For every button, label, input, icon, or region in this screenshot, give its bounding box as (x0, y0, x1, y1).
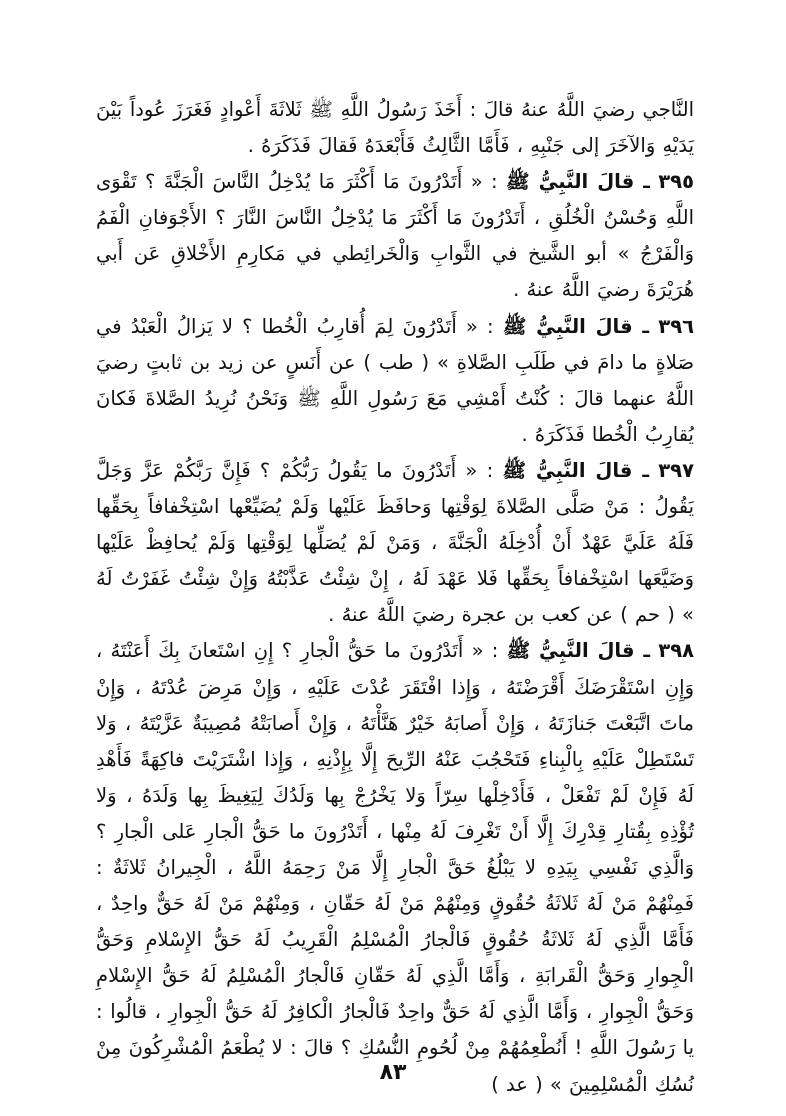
hadith-text: : « أَتَدْرُونَ ما حَقُّ الْجارِ ؟ إِنِ اسْتَعانَ بِكَ أَعَنْتَهُ ، وَإِنِ اسْتَقْرَضَكَ أَقْرَضْتَهُ ، وَإِذا افْتَقَرَ عُدْتَ عَلَيْهِ ، وَإِنْ مَرِضَ عُدْتَهُ ، وَإِنْ ماتَ اتَّبَعْتَ جَنازَتَهُ ، وَإِنْ أَصابَهُ خَيْرٌ هَنَّأْتَهُ ، وَإِنْ أَصابَتْهُ مُصِيبَةٌ عَزَّيْتَهُ ، وَلا تَسْتَطِلْ عَلَيْهِ بِالْبِناءِ فَتَحْجُبَ عَنْهُ الرِّيحَ إِلَّا بِإِذْنِهِ ، وَإِذا اشْتَرَيْتَ فاكِهَةً فَأَهْدِ لَهُ فَإِنْ لَمْ تَفْعَلْ ، فَأَدْخِلْها سِرّاً وَلا يَخْرُجْ بِها وَلَدُكَ لِيَغِيظَ بِها وَلَدَهُ ، وَلا تُؤْذِهِ بِقُتارِ قِدْرِكَ إِلَّا أَنْ تَغْرِفَ لَهُ مِنْها ، أَتَدْرُونَ ما حَقُّ الْجارِ عَلى الْجارِ ؟ وَالَّذِي نَفْسِي بِيَدِهِ لا يَبْلُغُ حَقَّ الْجارِ إِلَّا مَنْ رَحِمَهُ اللَّهُ ، الْجِيرانُ ثَلاثَةٌ : فَمِنْهُمْ مَنْ لَهُ ثَلاثَةُ حُقُوقٍ وَمِنْهُمْ مَنْ لَهُ حَقّانِ ، وَمِنْهُمْ مَنْ لَهُ حَقٌّ واحِدٌ ، فَأَمَّا الَّذِي لَهُ ثَلاثَةُ حُقُوقٍ فَالْجارُ الْمُسْلِمُ الْقَرِيبُ لَهُ حَقُّ الإِسْلامِ وَحَقُّ الْجِوارِ وَحَقُّ الْقَرابَةِ ، وَأَمَّا الَّذِي لَهُ حَقّانِ فَالْجارُ الْمُسْلِمُ لَهُ حَقُّ الإِسْلامِ وَحَقُّ الْجِوارِ ، وَأَمَّا الَّذِي لَهُ حَقٌّ واحِدٌ فَالْجارُ الْكافِرُ لَهُ حَقُّ الْجِوارِ ، قالُوا : يا رَسُولَ اللَّهِ ! أَنُطْعِمُهُمْ مِنْ لُحُومِ النُّسُكِ ؟ قالَ : لا يُطْعَمُ الْمُشْرِكُونَ مِنْ نُسُكِ الْمُسْلِمِينَ » ( عد ) (96, 639, 694, 1096)
hadith-number: ٣٩٥ (658, 170, 694, 194)
hadith-396 (96, 309, 694, 453)
hadith-heading: ـ قالَ النَّبِيُّ ﷺ (506, 639, 651, 663)
hadith-heading: ـ قالَ النَّبِيُّ ﷺ (506, 170, 650, 194)
hadith-395 (96, 164, 694, 308)
hadith-text: : « أَتَدْرُونَ لِمَ أُقارِبُ الْخُطا ؟ لا يَزالُ الْعَبْدُ في صَلاةٍ ما دامَ في طَلَبِ الصَّلاةِ » ( طب ) عن أَنَسٍ عن زيد بن ثابتٍ رضيَ اللَّهُ عنهما قالَ : كُنْتُ أَمْشِي مَعَ رَسُولِ اللَّهِ ﷺ وَنَحْنُ نُرِيدُ الصَّلاةَ فَكانَ يُقارِبُ الْخُطا فَذَكَرَهُ . (96, 314, 694, 446)
paragraph-intro (96, 92, 694, 164)
hadith-398 (96, 633, 694, 1102)
hadith-number: ٣٩٨ (658, 639, 695, 663)
hadith-text: : « أَتَدْرُونَ ما يَقُولُ رَبُّكُمْ ؟ فَإِنَّ رَبَّكُمْ عَزَّ وَجَلَّ يَقُولُ : مَنْ صَلَّى الصَّلاةَ لِوَقْتِها وَحافَظَ عَلَيْها وَلَمْ يُضَيِّعْها اسْتِخْفافاً بِحَقِّها فَلَهُ عَلَيَّ عَهْدٌ أَنْ أُدْخِلَهُ الْجَنَّةَ ، وَمَنْ لَمْ يُصَلِّها لِوَقْتِها وَلَمْ يُحافِظْ عَلَيْها وَضَيَّعَها اسْتِخْفافاً بِحَقِّها فَلا عَهْدَ لَهُ ، إِنْ شِئْتُ عَذَّبْتُهُ وَإِنْ شِئْتُ غَفَرْتُ لَهُ » ( حم ) عن كعب بن عجرة رضيَ اللَّهُ عنهُ . (96, 458, 694, 627)
hadith-heading: ـ قالَ النَّبِيُّ ﷺ (502, 458, 649, 482)
paragraph-text: النَّاجي رضيَ اللَّهُ عنهُ قالَ : أَخَذَ رَسُولُ اللَّهِ ﷺ ثَلاثَةَ أَعْوادٍ فَغَرَزَ عُوداً بَيْنَ يَدَيْهِ وَالآخَرَ إلى جَنْبِهِ ، فَأَمَّا الثَّالِثُ فَأَبْعَدَهُ فَقالَ فَذَكَرَهُ . (96, 98, 694, 158)
hadith-text: : « أَتَدْرُونَ مَا أَكْثَرَ مَا يُدْخِلُ النَّاسَ الْجَنَّةَ ؟ تَقْوَى اللَّهِ وَحُسْنُ الْخُلُقِ ، أَتَدْرُونَ مَا أَكْثَرَ مَا يُدْخِلُ النَّاسَ النَّارَ ؟ الأَجْوَفانِ الْفَمُ وَالْفَرْجُ » أبو الشَّيخ في الثَّوابِ وَالْخَرائِطي في مَكارِمِ الأَخْلاقِ عَن أَبي هُرَيْرَةَ رضيَ اللَّهُ عنهُ . (96, 170, 694, 302)
hadith-number: ٣٩٧ (658, 458, 694, 482)
page-number: ٨٣ (379, 1060, 407, 1085)
page-body (96, 92, 694, 1103)
hadith-397 (96, 453, 694, 633)
hadith-heading: ـ قالَ النَّبِيُّ ﷺ (502, 314, 650, 338)
hadith-number: ٣٩٦ (658, 314, 695, 338)
